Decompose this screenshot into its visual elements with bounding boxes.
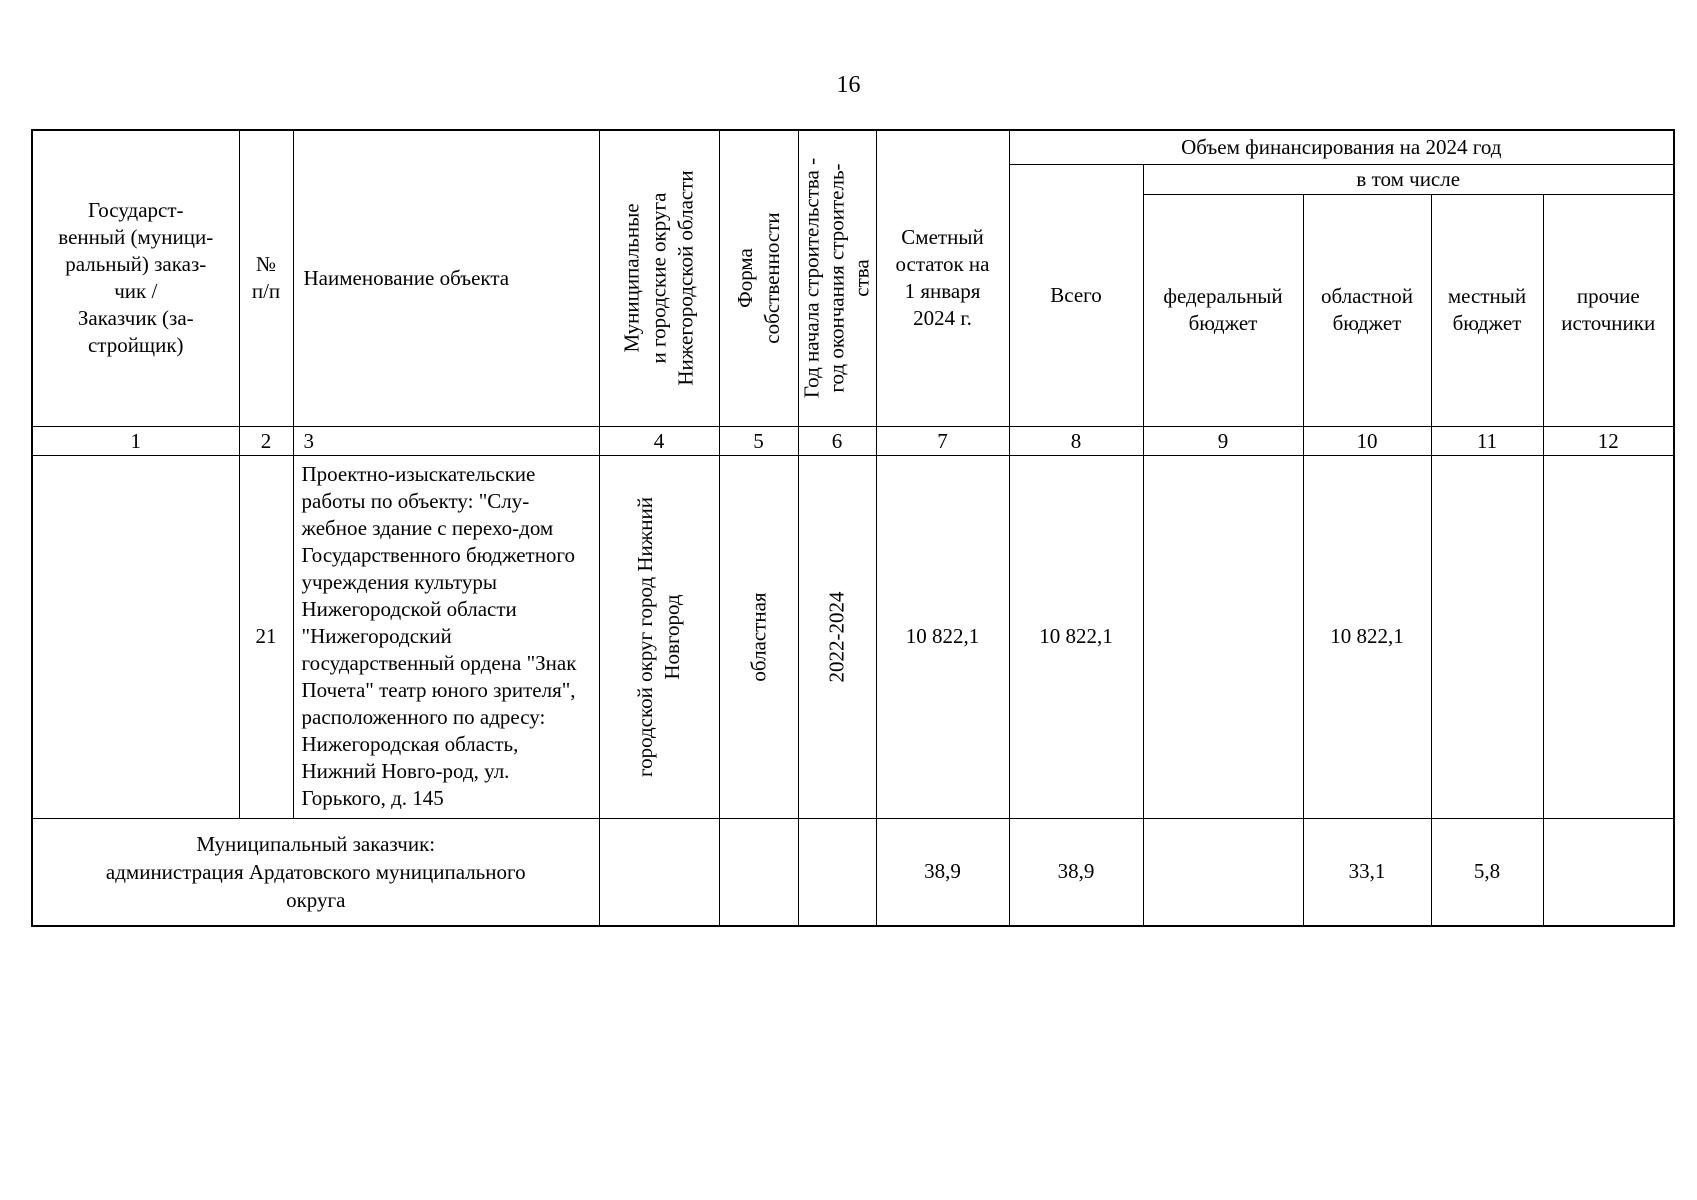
column-index: 9 <box>1143 426 1303 455</box>
header-number: № п/п <box>239 130 293 426</box>
header-financing-group: Объем финансирования на 2024 год <box>1009 130 1674 164</box>
table-row <box>32 455 1674 818</box>
header-ownership-cell <box>719 130 798 426</box>
header-customer: Государст- венный (муници- pальный) заказ- чик / Заказчик (за- стройщик) <box>32 130 239 426</box>
column-index: 11 <box>1431 426 1543 455</box>
customer-federal <box>1143 818 1303 926</box>
row-years: 2022-2024 <box>824 591 849 682</box>
customer-other <box>1543 818 1674 926</box>
row-other <box>1543 455 1674 818</box>
header-other: прочие источники <box>1543 194 1674 426</box>
customer-summary-row <box>32 818 1674 926</box>
column-index: 4 <box>599 426 719 455</box>
row-ownership: областная <box>746 591 770 682</box>
header-object-name: Наименование объекта <box>293 130 599 426</box>
row-federal <box>1143 455 1303 818</box>
header-ownership: Форма собственности <box>732 212 784 344</box>
header-including: в том числе <box>1143 164 1674 194</box>
column-index: 12 <box>1543 426 1674 455</box>
row-ownership-cell <box>719 455 798 818</box>
row-regional: 10 822,1 <box>1303 455 1431 818</box>
customer-years <box>798 818 876 926</box>
customer-regional: 33,1 <box>1303 818 1431 926</box>
header-municipality-cell <box>599 130 719 426</box>
header-years-cell <box>798 130 876 426</box>
page-number: 16 <box>836 72 861 98</box>
column-index: 7 <box>876 426 1009 455</box>
row-municipality-cell <box>599 455 719 818</box>
row-municipality: городской округ город Нижний Новгород <box>633 496 684 777</box>
header-municipality: Муниципальные и городские округа Нижегородской области <box>619 170 698 386</box>
customer-local: 5,8 <box>1431 818 1543 926</box>
customer-ownership <box>719 818 798 926</box>
column-index-row <box>32 426 1674 455</box>
financing-table <box>31 129 1675 927</box>
header-years: Год начала строительства - год окончания строитель- ства <box>799 158 874 399</box>
column-index: 5 <box>719 426 798 455</box>
column-index: 8 <box>1009 426 1143 455</box>
column-index: 1 <box>32 426 239 455</box>
header-total: Всего <box>1009 164 1143 426</box>
row-object-name: Проектно-изыскательские работы по объекту: "Слу-жебное здание с перехо-дом Государственного бюджетного учреждения культуры Нижегородской области "Нижегородский государственный ордена "Знак Почета" театр юного зрителя", расположенного по адресу: Нижегородская область, Нижний Новго-род, ул. Горького, д. 145 <box>293 455 599 818</box>
customer-municipality <box>599 818 719 926</box>
row-customer <box>32 455 239 818</box>
header-estimated-balance: Сметный остаток на 1 января 2024 г. <box>876 130 1009 426</box>
customer-label: Муниципальный заказчик: администрация Ардатовского муниципального округа <box>32 818 599 926</box>
customer-total: 38,9 <box>1009 818 1143 926</box>
row-years-cell <box>798 455 876 818</box>
column-index: 2 <box>239 426 293 455</box>
row-estimated-balance: 10 822,1 <box>876 455 1009 818</box>
column-index: 6 <box>798 426 876 455</box>
customer-estimated-balance: 38,9 <box>876 818 1009 926</box>
column-index: 10 <box>1303 426 1431 455</box>
row-number: 21 <box>239 455 293 818</box>
row-local <box>1431 455 1543 818</box>
row-total: 10 822,1 <box>1009 455 1143 818</box>
header-regional: областной бюджет <box>1303 194 1431 426</box>
column-index: 3 <box>293 426 599 455</box>
header-local: местный бюджет <box>1431 194 1543 426</box>
header-federal: федеральный бюджет <box>1143 194 1303 426</box>
